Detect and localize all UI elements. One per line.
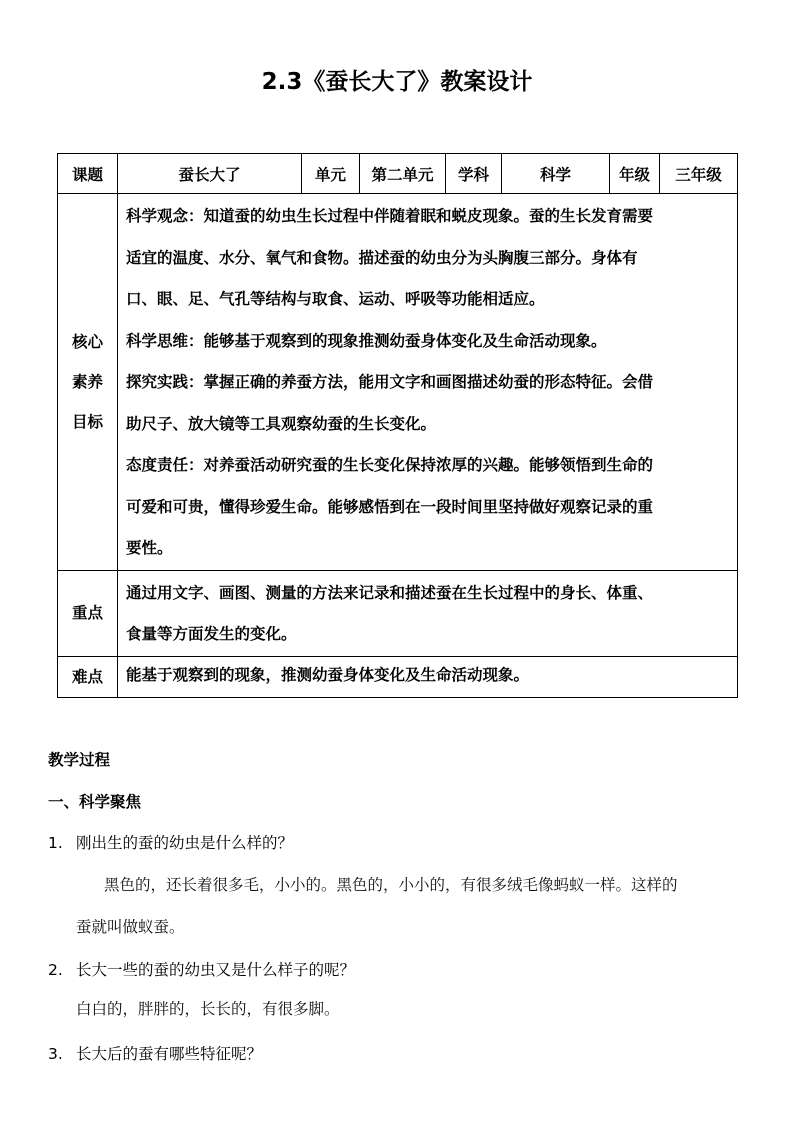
goals-content: [118, 194, 738, 571]
goals-row: [58, 194, 738, 571]
goals-label-line: 目标: [71, 412, 103, 431]
goals-line: 科学观念：知道蚕的幼虫生长过程中伴随着眠和蜕皮现象。蚕的生长发育需要: [126, 207, 654, 225]
goals-line: 可爱和可贵，懂得珍爱生命。能够感悟到在一段时间里坚持做好观察记录的重: [126, 497, 654, 516]
question-number: 2.: [48, 961, 63, 979]
goals-line: 态度责任：对养蚕活动研究蚕的生长变化保持浓厚的兴趣。能够领悟到生命的: [126, 456, 654, 474]
difficulty-row: [58, 656, 738, 697]
key-points-line: 通过用文字、画图、测量的方法来记录和描述蚕在生长过程中的身长、体重、: [126, 583, 654, 602]
lesson-info-table: [57, 153, 738, 698]
subject-label: 学科: [446, 154, 502, 194]
topic-value: 蚕长大了: [118, 154, 302, 194]
difficulty-line: 能基于观察到的现象，推测幼蚕身体变化及生命活动现象。: [126, 665, 530, 684]
goals-line: 科学思维：能够基于观察到的现象推测幼蚕身体变化及生命活动现象。: [126, 331, 607, 350]
answer-line: 黑色的，还长着很多毛，小小的。黑色的，小小的，有很多绒毛像蚂蚁一样。这样的: [104, 876, 678, 894]
answer-line: 白白的，胖胖的，长长的，有很多脚。: [76, 1000, 340, 1018]
key-points-content: [118, 570, 738, 656]
goals-label: [58, 194, 118, 571]
teaching-process-heading: 教学过程: [48, 751, 111, 769]
goals-line: 口、眼、足、气孔等结构与取食、运动、呼吸等功能相适应。: [126, 290, 545, 308]
goals-line: 助尺子、放大镜等工具观察幼蚕的生长变化。: [126, 414, 437, 433]
goals-line: 适宜的温度、水分、氧气和食物。描述蚕的幼虫分为头胸腹三部分。身体有: [126, 248, 638, 267]
grade-value: 三年级: [660, 154, 738, 194]
difficulty-content: [118, 656, 738, 697]
key-points-row: [58, 570, 738, 656]
question-text: 刚出生的蚕的幼虫是什么样的？: [76, 834, 294, 852]
topic-label: 课题: [58, 154, 118, 194]
goals-label-line: 核心: [71, 332, 103, 351]
goals-line: 探究实践：掌握正确的养蚕方法，能用文字和画图描述幼蚕的形态特征。会借: [126, 373, 654, 391]
question-2: [48, 958, 355, 982]
unit-label: 单元: [302, 154, 360, 194]
answer-line: 蚕就叫做蚁蚕。: [76, 918, 185, 936]
document-title: 2.3《蚕长大了》教案设计: [261, 69, 533, 95]
subject-value: 科学: [502, 154, 610, 194]
question-number: 3.: [48, 1045, 63, 1063]
question-text: 长大后的蚕有哪些特征呢？: [76, 1045, 263, 1063]
goals-line: 要性。: [126, 539, 173, 557]
difficulty-label: 难点: [58, 656, 118, 697]
section-science-focus-heading: 一、科学聚焦: [48, 793, 142, 811]
question-3: [48, 1042, 262, 1066]
answer-1: [76, 864, 678, 948]
question-number: 1.: [48, 834, 63, 852]
unit-value: 第二单元: [360, 154, 446, 194]
goals-label-line: 素养: [71, 372, 103, 391]
key-points-label: 重点: [58, 570, 118, 656]
grade-label: 年级: [610, 154, 660, 194]
question-1: [48, 831, 293, 855]
answer-2: [76, 988, 340, 1030]
question-text: 长大一些的蚕的幼虫又是什么样子的呢？: [76, 961, 356, 979]
table-header-row: [58, 154, 738, 194]
key-points-line: 食量等方面发生的变化。: [126, 625, 297, 643]
